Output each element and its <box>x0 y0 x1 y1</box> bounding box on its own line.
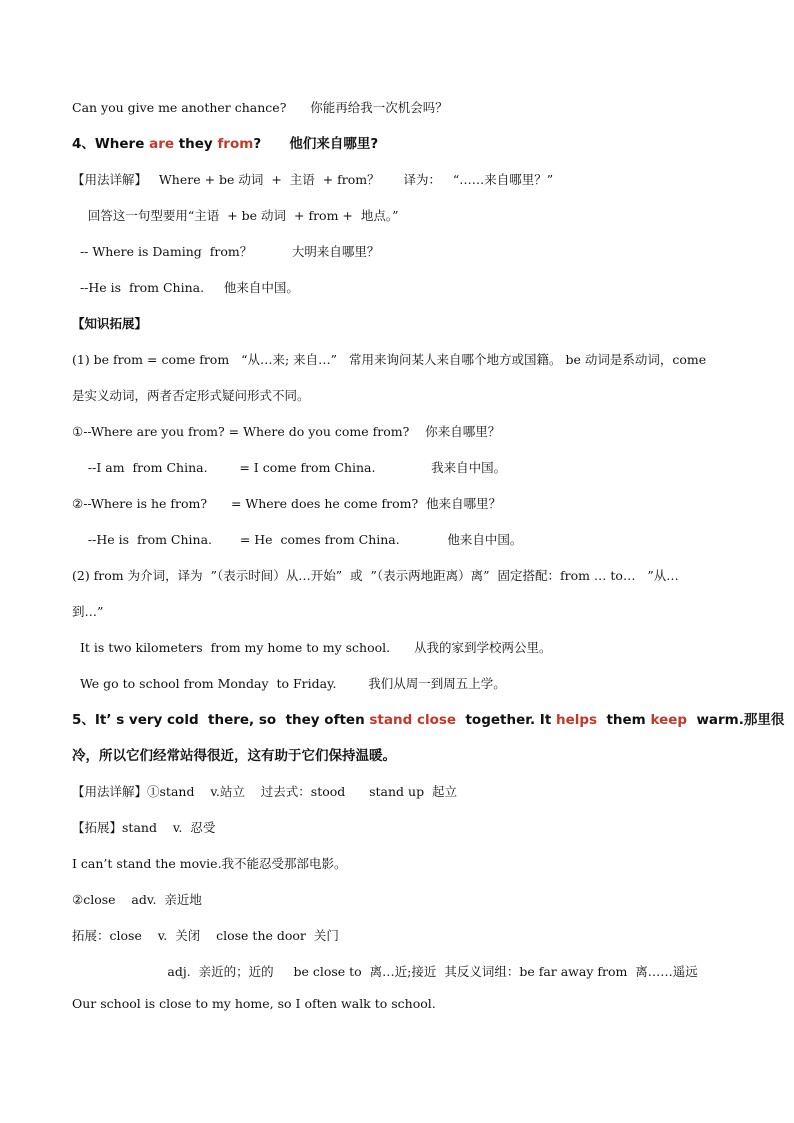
text-line: ②close adv. 亲近地 <box>72 892 202 907</box>
extension-line: 拓展：close v. 关闭 close the door 关门 <box>72 928 339 943</box>
usage-detail: 【用法详解】 Where + be 动词 + 主语 + from？ 译为： “……来自哪里？” <box>72 172 554 187</box>
heading-text: together. It <box>456 712 556 728</box>
highlight-word: stand close <box>369 712 457 728</box>
example-line: --I am from China. = I come from China. 我来自中国。 <box>72 460 507 475</box>
text-line: Can you give me another chance? 你能再给我一次机会吗？ <box>72 100 448 115</box>
text-line: 是实义动词，两者否定形式疑问形式不同。 <box>72 388 310 403</box>
example-line: --He is from China. = He comes from China. 他来自中国。 <box>72 532 523 547</box>
example-line: Our school is close to my home, so I often walk to school. <box>72 996 436 1011</box>
heading-5-continued: 冷，所以它们经常站得很近，这有助于它们保持温暖。 <box>72 748 396 764</box>
heading-text: they <box>174 136 218 152</box>
heading-text: 5、It’ s very cold there, so they often <box>72 712 370 728</box>
example-line: ①--Where are you from? = Where do you come from? 你来自哪里？ <box>72 424 501 439</box>
text-line: adj. 亲近的；近的 be close to 离…近;接近 其反义词组：be far away from 离……遥远 <box>72 964 698 979</box>
example-line: We go to school from Monday to Friday. 我们从周一到周五上学。 <box>72 676 506 691</box>
example-line: --He is from China. 他来自中国。 <box>72 280 299 295</box>
example-line: -- Where is Daming from？ 大明来自哪里？ <box>72 244 380 259</box>
text-line: (2) from 为介词，译为 ”（表示时间）从…开始” 或 ”（表示两地距离）离” 固定搭配：from … to… ”从… <box>72 568 679 583</box>
example-line: I can’t stand the movie.我不能忍受那部电影。 <box>72 856 347 871</box>
text-line: 到…” <box>72 604 104 619</box>
highlight-word: helps <box>555 712 598 728</box>
heading-5 <box>72 712 784 728</box>
heading-text: warm.那里很 <box>687 712 785 728</box>
heading-text: them <box>597 712 651 728</box>
highlight-word: from <box>217 136 254 152</box>
example-line: ②--Where is he from? = Where does he come from? 他来自哪里？ <box>72 496 502 511</box>
usage-detail: 【用法详解】①stand v.站立 过去式：stood stand up 起立 <box>72 784 458 799</box>
highlight-word: keep <box>650 712 688 728</box>
heading-text: ? 他们来自哪里? <box>253 136 379 152</box>
text-line: 回答这一句型要用“主语 + be 动词 + from + 地点。” <box>72 208 399 223</box>
example-line: It is two kilometers from my home to my school. 从我的家到学校两公里。 <box>72 640 552 655</box>
heading-4 <box>72 136 378 152</box>
heading-text: 4、Where <box>72 136 150 152</box>
text-line: (1) be from = come from “从…来; 来自…” 常用来询问某人来自哪个地方或国籍。 be 动词是系动词，come <box>72 352 707 367</box>
section-label: 【知识拓展】 <box>72 316 148 331</box>
extension-line: 【拓展】stand v. 忍受 <box>72 820 216 835</box>
highlight-word: are <box>149 136 175 152</box>
